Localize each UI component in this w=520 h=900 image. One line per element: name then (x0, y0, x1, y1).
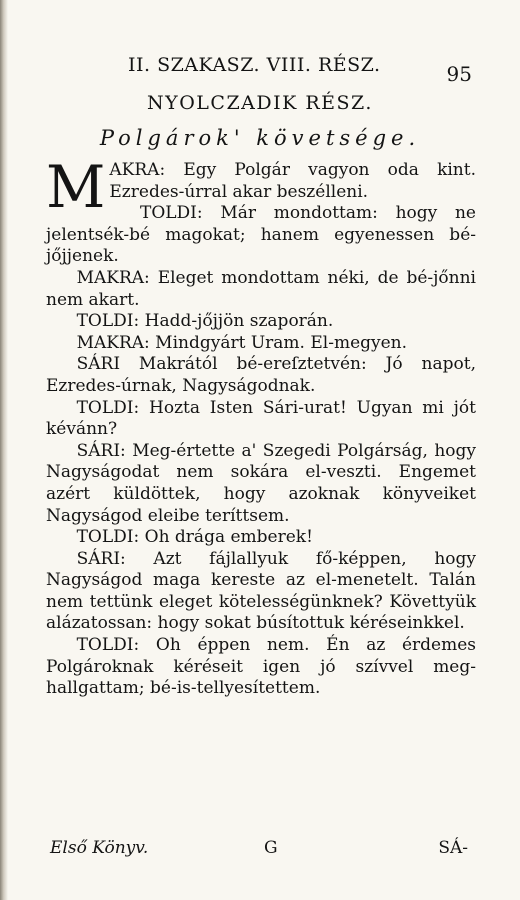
paragraph: MAKRA: Mindgyárt Uram. El-megyen. (76, 332, 408, 353)
paragraph: MAKRA: Eleget mondottam néki, de bé-jőnni nem akart. (46, 267, 476, 310)
body-text (46, 153, 476, 700)
drop-cap: M (46, 153, 106, 221)
paragraph-text: AKRA: Egy Polgár vagyon oda kint. Ezredes-úrral akar beszélleni. (109, 160, 476, 202)
paragraph: TOLDI: Már mondottam: hogy ne jelentsék-bé magokat; hanem egyenessen bé-jőjjenek. (46, 203, 476, 267)
page-footer (50, 838, 468, 864)
chapter-subtitle: Polgárok' követsége. (99, 126, 421, 150)
catchword: SÁ- (438, 838, 468, 858)
paragraph: SÁRI Makrától bé-ereſztetvén: Jó napot, Ezredes-úrnak, Nagyságodnak. (46, 354, 476, 396)
volume-note: Első Könyv. (50, 838, 149, 858)
page-number: 95 (446, 62, 472, 86)
paragraph: TOLDI: Oh drága emberek! (76, 527, 313, 548)
chapter-title: NYOLCZADIK RÉSZ. (147, 92, 373, 114)
paragraph: TOLDI: Hadd-jőjjön szaporán. (76, 311, 334, 332)
paragraph: TOLDI: Hozta Isten Sári-urat! Ugyan mi jót kévánn? (46, 397, 476, 440)
paragraph: SÁRI: Meg-értette a' Szegedi Polgárság, hogy Nagyságodat nem sokára el-veszti. Engemet azért küldöttek, hogy azoknak könyveiket Nagyságod eleibe teríttsem. (46, 440, 476, 526)
signature-mark: G (264, 838, 278, 858)
page-header (128, 46, 472, 86)
paragraph: SÁRI: Azt fájlallyuk fő-képpen, hogy Nagyságod maga kereste az el-menetelt. Talán nem tettünk eleget kötelességünknek? Követtyük alázatossan: hogy sokat búsítottuk kéréseinkkel. (46, 548, 476, 634)
running-head: II. SZAKASZ. VIII. RÉSZ. (128, 54, 381, 76)
paragraph (46, 153, 476, 221)
paragraph: TOLDI: Oh éppen nem. Én az érdemes Polgároknak kéréseit igen jó szívvel meg-hallgattam; bé-is-tellyesítettem. (46, 635, 476, 699)
